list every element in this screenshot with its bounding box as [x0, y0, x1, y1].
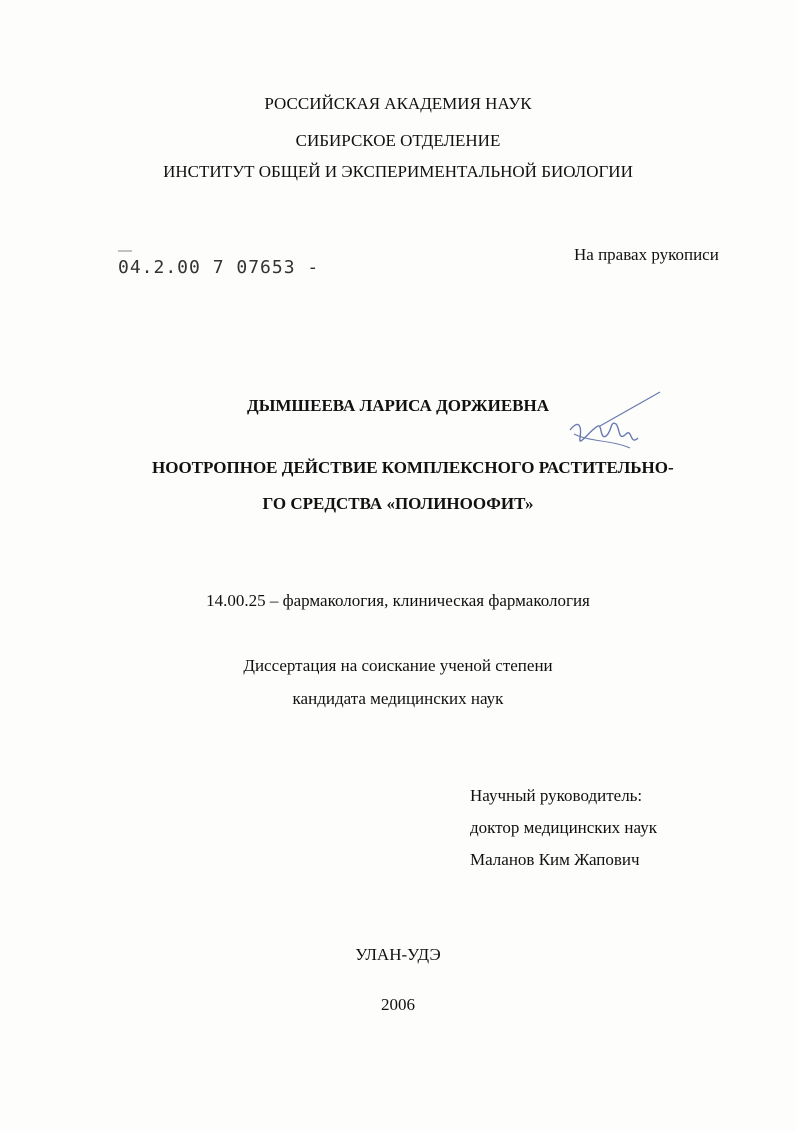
degree-line-2: кандидата медицинских наук: [292, 689, 504, 708]
supervisor-label: Научный руководитель:: [470, 786, 643, 805]
year: 2006: [381, 995, 415, 1014]
title-line-2: ГО СРЕДСТВА «ПОЛИНООФИТ»: [262, 494, 534, 513]
header-academy: РОССИЙСКАЯ АКАДЕМИЯ НАУК: [264, 94, 532, 113]
supervisor-degree: доктор медицинских наук: [470, 818, 657, 837]
specialty-code: 14.00.25 – фармакология, клиническая фармакология: [206, 591, 590, 610]
city: УЛАН-УДЭ: [355, 945, 441, 964]
degree-line-1: Диссертация на соискание ученой степени: [243, 656, 553, 675]
author-name: ДЫМШЕЕВА ЛАРИСА ДОРЖИЕВНА: [247, 396, 549, 415]
header-branch: СИБИРСКОЕ ОТДЕЛЕНИЕ: [295, 131, 501, 150]
title-line-1: НООТРОПНОЕ ДЕЙСТВИЕ КОМПЛЕКСНОГО РАСТИТЕЛЬНО-: [152, 458, 674, 477]
rights-notice: На правах рукописи: [574, 245, 719, 264]
stamp-mark-icon: [118, 248, 132, 254]
supervisor-name: Маланов Ким Жапович: [470, 850, 640, 869]
header-institute: ИНСТИТУТ ОБЩЕЙ И ЭКСПЕРИМЕНТАЛЬНОЙ БИОЛОГИИ: [163, 162, 633, 181]
stamp-number: 04.2.00 7 07653 -: [118, 257, 320, 278]
